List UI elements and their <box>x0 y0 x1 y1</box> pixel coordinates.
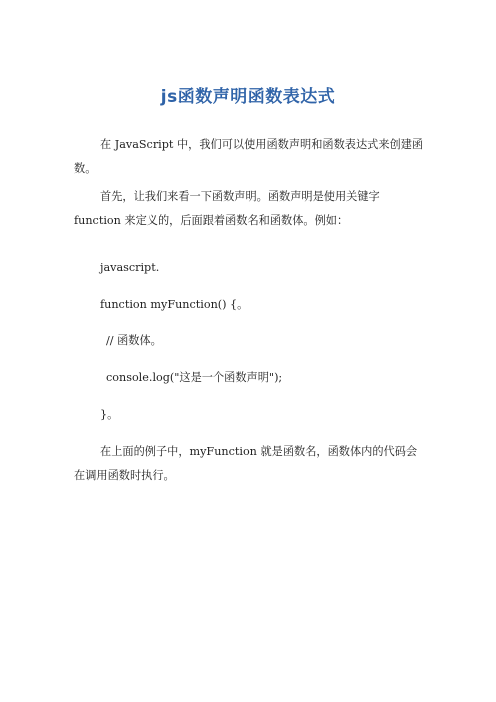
code-line-function-signature: function myFunction() {。 <box>100 298 249 311</box>
explanation-paragraph: 在上面的例子中，myFunction 就是函数名，函数体内的代码会在调用函数时执行。 <box>74 445 418 482</box>
function-declaration-paragraph: 首先，让我们来看一下函数声明。函数声明是使用关键字 function 来定义的，后面跟着函数名和函数体。例如： <box>74 190 380 227</box>
intro-paragraph: 在 JavaScript 中，我们可以使用函数声明和函数表达式来创建函数。 <box>74 138 424 175</box>
code-line-closing-brace: }。 <box>100 408 119 421</box>
code-line-comment: // 函数体。 <box>106 334 162 347</box>
code-language-label: javascript. <box>100 261 160 274</box>
document-title: js函数声明函数表达式 <box>160 87 336 107</box>
code-line-console-log: console.log("这是一个函数声明"); <box>106 371 283 384</box>
